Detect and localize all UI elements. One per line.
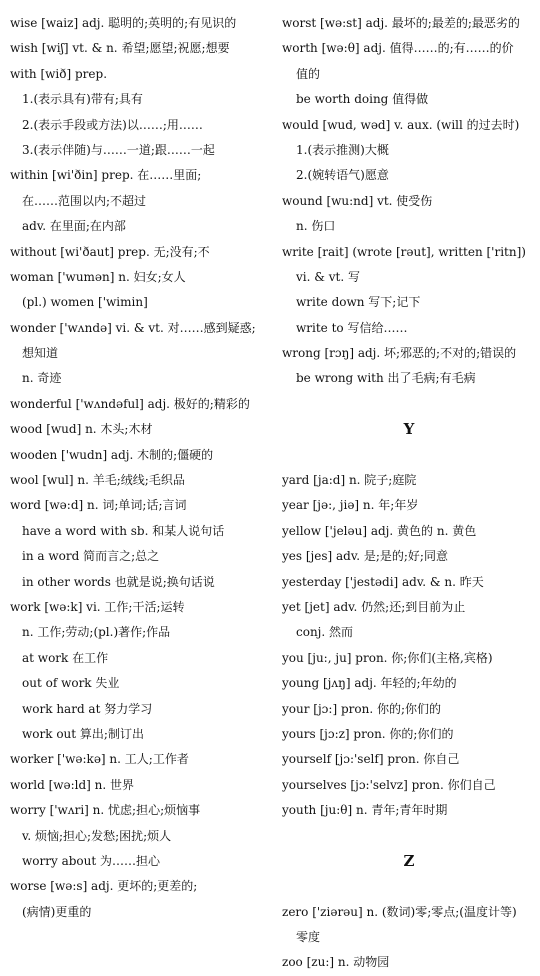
entry-line: zero ['ziərəu] n. (数词)零;零点;(温度计等) (282, 904, 517, 919)
left-column (10, 11, 276, 925)
entry-subline: be worth doing 值得做 (296, 92, 429, 107)
entry-line: yet [jet] adv. 仍然;还;到目前为止 (282, 599, 466, 614)
entry-subline: 1.(表示推测)大概 (296, 142, 389, 157)
entry-subline: n. 工作;劳动;(pl.)著作;作品 (22, 625, 171, 640)
entry-line: wound [wu:nd] vt. 使受伤 (282, 193, 433, 208)
entry-subline: 零度 (296, 930, 321, 945)
entry-line: yourself [jɔ:'self] pron. 你自己 (282, 752, 460, 767)
entry-line: your [jɔ:] pron. 你的;你们的 (282, 701, 441, 716)
entry-line: wooden ['wudn] adj. 木制的;僵硬的 (10, 447, 214, 462)
entry-line: wood [wud] n. 木头;木材 (10, 422, 153, 437)
entry-subline: worry about 为……担心 (22, 853, 160, 868)
entry-line: wonder ['wʌndə] vi. & vt. 对……感到疑惑; (10, 320, 256, 335)
entry-subline: n. 伤口 (296, 219, 336, 234)
blank-line (282, 443, 536, 468)
entry-line: worker ['wə:kə] n. 工人;工作者 (10, 752, 189, 767)
entry-subline: (病情)更重的 (22, 904, 92, 919)
entry-line: worst [wə:st] adj. 最坏的;最差的;最恶劣的 (282, 16, 520, 30)
entry-subline: 在……范围以内;不超过 (22, 193, 147, 208)
entry-subline: at work 在工作 (22, 650, 109, 665)
entry-line: wrong [rɔŋ] adj. 坏;邪恶的;不对的;错误的 (282, 346, 517, 361)
entry-line: with [wið] prep. (10, 66, 108, 81)
entry-subline: vi. & vt. 写 (296, 269, 360, 284)
entry-line: word [wə:d] n. 词;单词;话;言词 (10, 498, 187, 513)
entry-line: worry ['wʌri] n. 忧虑;担心;烦恼事 (10, 803, 201, 818)
entry-line: without [wi'ðaut] prep. 无;没有;不 (10, 244, 210, 259)
right-column (282, 11, 536, 976)
entry-line: within [wi'ðin] prep. 在……里面; (10, 168, 202, 183)
entry-subline: 值的 (296, 66, 321, 81)
entry-line: would [wud, wəd] v. aux. (will 的过去时) (282, 117, 520, 132)
entry-line: you [ju:, ju] pron. 你;你们(主格,宾格) (282, 650, 493, 665)
entry-subline: conj. 然而 (296, 625, 354, 640)
entry-line: youth [ju:θ] n. 青年;青年时期 (282, 803, 448, 818)
entry-line: young [jʌŋ] adj. 年轻的;年幼的 (282, 676, 457, 691)
entry-line: zoo [zu:] n. 动物园 (282, 955, 390, 970)
entry-subline: adv. 在里面;在内部 (22, 219, 126, 234)
entry-line: year [jə:, jiə] n. 年;年岁 (282, 498, 419, 513)
entry-subline: have a word with sb. 和某人说句话 (22, 523, 225, 538)
entry-line: yours [jɔ:z] pron. 你的;你们的 (282, 726, 454, 741)
entry-subline: 2.(表示手段或方法)以……;用…… (22, 117, 203, 132)
entry-line: woman ['wumən] n. 妇女;女人 (10, 269, 186, 284)
blank-line (282, 874, 536, 899)
entry-subline: (pl.) women ['wimin] (22, 295, 148, 310)
entry-line: yellow ['jeləu] adj. 黄色的 n. 黄色 (282, 523, 477, 538)
entry-line: write [rait] (wrote [rəut], written ['ritn]) (282, 244, 526, 259)
entry-line: yes [jes] adv. 是;是的;好;同意 (282, 549, 448, 564)
entry-line: wonderful ['wʌndəful] adj. 极好的;精彩的 (10, 396, 250, 411)
entry-line: world [wə:ld] n. 世界 (10, 777, 135, 792)
entry-subline: 1.(表示具有)带有;具有 (22, 92, 143, 107)
entry-subline: work hard at 努力学习 (22, 701, 153, 716)
entry-subline: in a word 简而言之;总之 (22, 549, 160, 564)
entry-line: yesterday ['jestədi] adv. & n. 昨天 (282, 574, 484, 589)
entry-subline: out of work 失业 (22, 676, 120, 691)
entry-subline: 3.(表示伴随)与……一道;跟……一起 (22, 142, 215, 157)
entry-subline: v. 烦恼;担心;发愁;困扰;烦人 (22, 828, 172, 843)
entry-line: worth [wə:θ] adj. 值得……的;有……的价 (282, 41, 514, 56)
entry-subline: in other words 也就是说;换句话说 (22, 574, 215, 589)
entry-line: yard [ja:d] n. 院子;庭院 (282, 473, 417, 488)
blank-line (282, 392, 536, 417)
entry-subline: write down 写下;记下 (296, 295, 421, 310)
entry-subline: write to 写信给…… (296, 320, 408, 335)
entry-line: wise [waiz] adj. 聪明的;英明的;有见识的 (10, 16, 237, 30)
entry-line: worse [wə:s] adj. 更坏的;更差的; (10, 879, 198, 894)
entry-subline: work out 算出;制订出 (22, 726, 144, 741)
entry-line: wool [wul] n. 羊毛;绒线;毛织品 (10, 473, 185, 488)
entry-line: work [wə:k] vi. 工作;干活;运转 (10, 599, 185, 614)
blank-line (282, 824, 536, 849)
entry-line: yourselves [jɔ:'selvz] pron. 你们自己 (282, 777, 496, 792)
section-letter: Z (403, 851, 415, 870)
section-letter: Y (403, 420, 415, 439)
entry-line: wish [wiʃ] vt. & n. 希望;愿望;祝愿;想要 (10, 41, 230, 56)
entry-subline: 2.(婉转语气)愿意 (296, 168, 389, 183)
entry-subline: be wrong with 出了毛病;有毛病 (296, 371, 476, 386)
entry-subline: n. 奇迹 (22, 371, 62, 386)
entry-subline: 想知道 (22, 346, 59, 361)
